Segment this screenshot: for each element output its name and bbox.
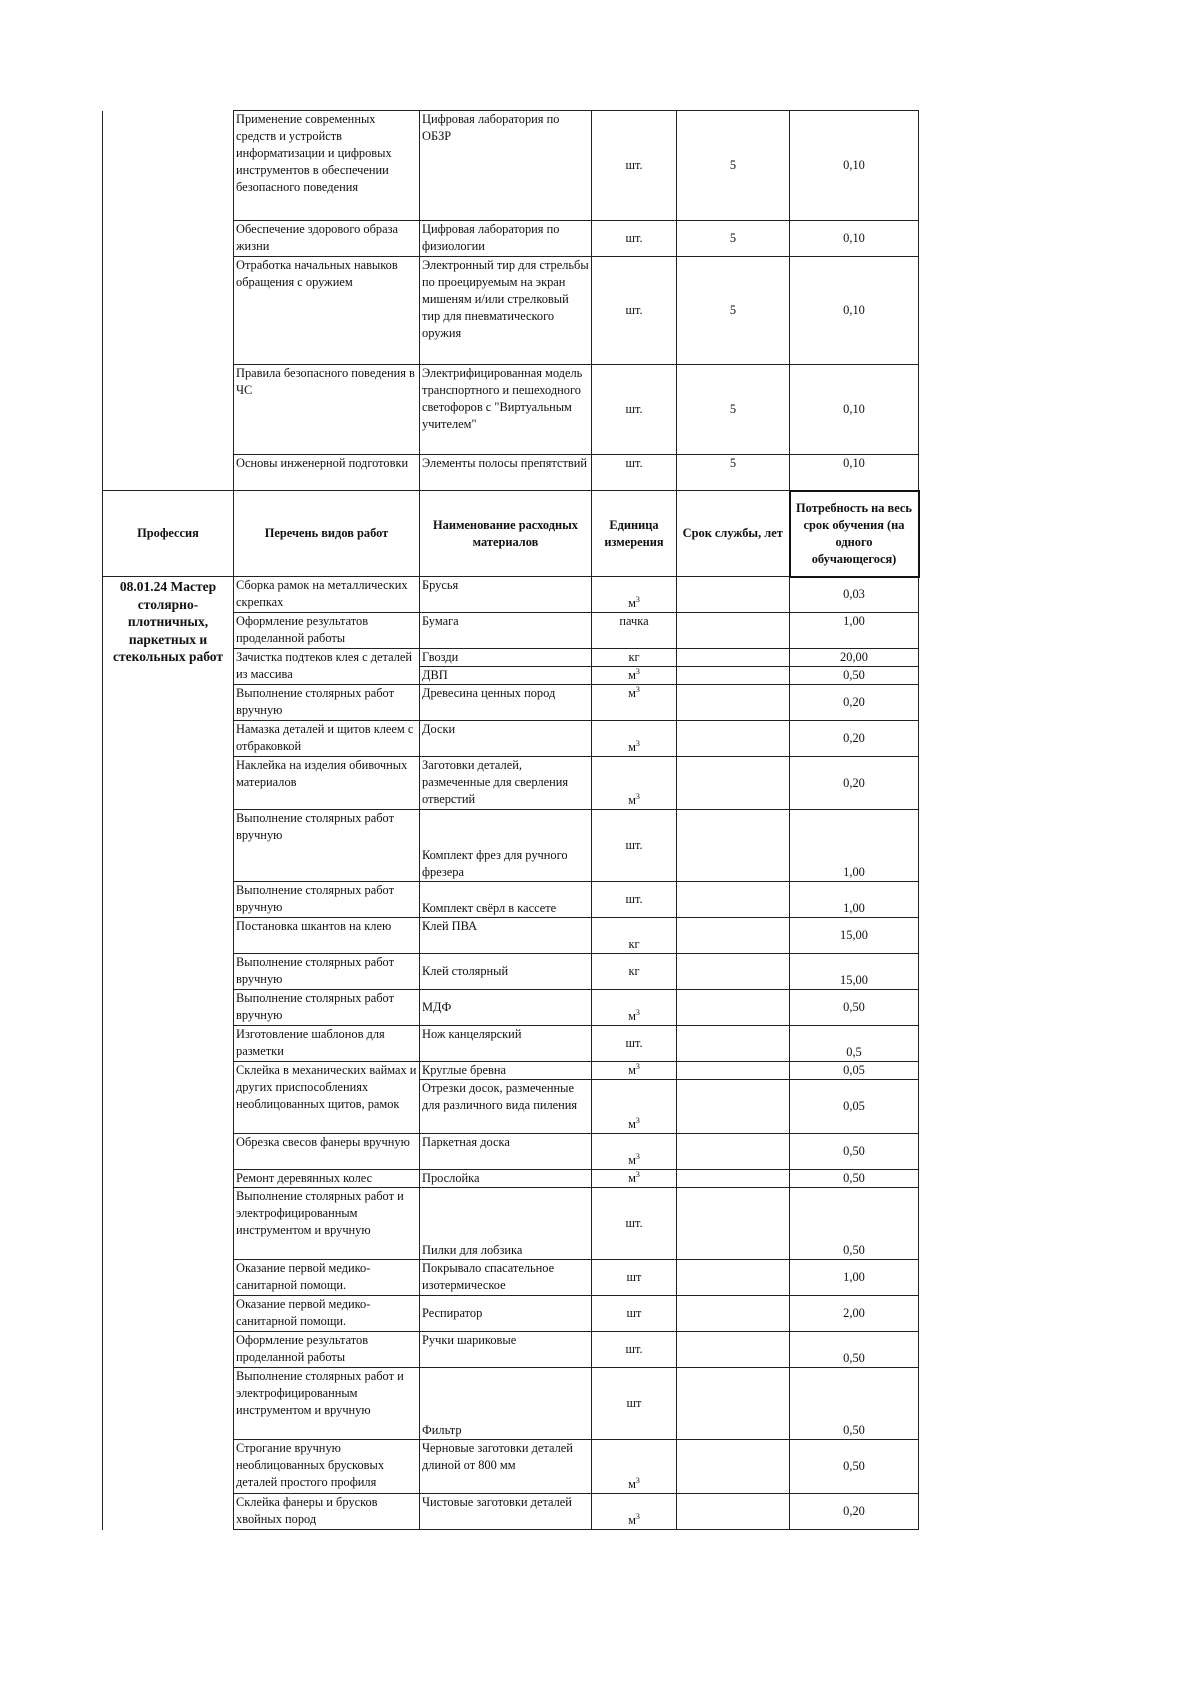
material-cell: Цифровая лаборатория по ОБЗР	[420, 111, 592, 221]
term-cell	[677, 1440, 790, 1494]
material-cell: Черновые заготовки деталей длиной от 800 мм	[420, 1440, 592, 1494]
unit-cell: шт	[592, 1368, 677, 1440]
unit-cell: шт.	[592, 810, 677, 882]
work-cell: Постановка шкантов на клею	[234, 918, 420, 954]
term-cell	[677, 649, 790, 667]
work-cell: Оказание первой медико-санитарной помощи.	[234, 1260, 420, 1296]
term-cell	[677, 1062, 790, 1080]
work-cell: Применение современных средств и устройств информатизации и цифровых инструментов в обеспечении безопасного поведения	[234, 111, 420, 221]
unit-cell: $м^3$	[592, 1440, 677, 1494]
material-cell: МДФ	[420, 990, 592, 1026]
material-cell: Фильтр	[420, 1368, 592, 1440]
need-cell: 0,50	[790, 667, 919, 685]
unit-cell: $м^3$	[592, 577, 677, 613]
term-cell	[677, 1296, 790, 1332]
need-cell: 0,50	[790, 1134, 919, 1170]
work-cell: Сборка рамок на металлических скрепках	[234, 577, 420, 613]
work-cell: Обеспечение здорового образа жизни	[234, 221, 420, 257]
need-cell: 0,05	[790, 1080, 919, 1134]
unit-cell: кг	[592, 649, 677, 667]
work-cell: Выполнение столярных работ вручную	[234, 882, 420, 918]
term-cell	[677, 577, 790, 613]
unit-cell: $м^3$	[592, 721, 677, 757]
term-cell	[677, 1026, 790, 1062]
header-unit: Единица измерения	[592, 491, 677, 577]
material-cell: Брусья	[420, 577, 592, 613]
work-cell: Ремонт деревянных колес	[234, 1170, 420, 1188]
work-cell: Правила безопасного поведения в ЧС	[234, 365, 420, 455]
unit-cell: шт.	[592, 257, 677, 365]
work-cell: Выполнение столярных работ и электрофицированным инструментом и вручную	[234, 1368, 420, 1440]
header-need: Потребность на весь срок обучения (на одного обучающегося)	[790, 491, 919, 577]
need-cell: 1,00	[790, 1260, 919, 1296]
material-cell: Бумага	[420, 613, 592, 649]
term-cell	[677, 721, 790, 757]
header-term: Срок службы, лет	[677, 491, 790, 577]
term-cell	[677, 918, 790, 954]
need-cell: 0,5	[790, 1026, 919, 1062]
unit-cell: шт.	[592, 882, 677, 918]
work-cell: Выполнение столярных работ вручную	[234, 810, 420, 882]
unit-cell: шт.	[592, 1188, 677, 1260]
material-cell: Электрифицированная модель транспортного и пешеходного светофоров с "Виртуальным учителем"	[420, 365, 592, 455]
unit-cell: шт.	[592, 455, 677, 491]
material-cell: Древесина ценных пород	[420, 685, 592, 721]
need-cell: 0,10	[790, 257, 919, 365]
unit-cell: $м^3$	[592, 1062, 677, 1080]
need-cell: 20,00	[790, 649, 919, 667]
term-cell: 5	[677, 111, 790, 221]
term-cell	[677, 1134, 790, 1170]
material-cell: Паркетная доска	[420, 1134, 592, 1170]
unit-cell: шт	[592, 1296, 677, 1332]
materials-table	[102, 110, 920, 1530]
work-cell: Склейка в механических ваймах и других приспособлениях необлицованных щитов, рамок	[234, 1062, 420, 1134]
unit-cell: пачка	[592, 613, 677, 649]
material-cell: Прослойка	[420, 1170, 592, 1188]
term-cell	[677, 1260, 790, 1296]
work-cell: Основы инженерной подготовки	[234, 455, 420, 491]
work-cell: Обрезка свесов фанеры вручную	[234, 1134, 420, 1170]
unit-cell: шт.	[592, 1332, 677, 1368]
unit-cell: кг	[592, 918, 677, 954]
material-cell: Гвозди	[420, 649, 592, 667]
term-cell	[677, 882, 790, 918]
need-cell: 0,20	[790, 1494, 919, 1530]
table-row	[103, 111, 919, 221]
need-cell: 0,10	[790, 365, 919, 455]
term-cell	[677, 1332, 790, 1368]
work-cell: Оформление результатов проделанной работы	[234, 613, 420, 649]
material-cell: Круглые бревна	[420, 1062, 592, 1080]
material-cell: ДВП	[420, 667, 592, 685]
term-cell	[677, 757, 790, 810]
header-materials: Наименование расходных материалов	[420, 491, 592, 577]
need-cell: 0,50	[790, 1188, 919, 1260]
term-cell	[677, 1170, 790, 1188]
material-cell: Респиратор	[420, 1296, 592, 1332]
term-cell: 5	[677, 365, 790, 455]
term-cell	[677, 1494, 790, 1530]
term-cell	[677, 990, 790, 1026]
work-cell: Наклейка на изделия обивочных материалов	[234, 757, 420, 810]
unit-cell: $м^3$	[592, 990, 677, 1026]
need-cell: 15,00	[790, 918, 919, 954]
unit-cell: $м^3$	[592, 685, 677, 721]
work-cell: Зачистка подтеков клея с деталей из массива	[234, 649, 420, 685]
term-cell: 5	[677, 257, 790, 365]
material-cell: Цифровая лаборатория по физиологии	[420, 221, 592, 257]
need-cell: 0,03	[790, 577, 919, 613]
material-cell: Комплект фрез для ручного фрезера	[420, 810, 592, 882]
work-cell: Выполнение столярных работ вручную	[234, 990, 420, 1026]
need-cell: 0,10	[790, 455, 919, 491]
need-cell: 1,00	[790, 613, 919, 649]
term-cell	[677, 810, 790, 882]
unit-cell: $м^3$	[592, 757, 677, 810]
need-cell: 0,20	[790, 685, 919, 721]
unit-cell: шт.	[592, 1026, 677, 1062]
term-cell	[677, 613, 790, 649]
table-row	[103, 577, 919, 613]
material-cell: Чистовые заготовки деталей	[420, 1494, 592, 1530]
term-cell	[677, 1368, 790, 1440]
material-cell: Комплект свёрл в кассете	[420, 882, 592, 918]
work-cell: Строгание вручную необлицованных брусковых деталей простого профиля	[234, 1440, 420, 1494]
material-cell: Нож канцелярский	[420, 1026, 592, 1062]
need-cell: 0,50	[790, 990, 919, 1026]
profession-name: 08.01.24 Мастер столярно-плотничных, паркетных и стекольных работ	[113, 579, 223, 664]
need-cell: 0,50	[790, 1368, 919, 1440]
need-cell: 1,00	[790, 810, 919, 882]
need-cell: 0,20	[790, 757, 919, 810]
need-cell: 1,00	[790, 882, 919, 918]
header-works: Перечень видов работ	[234, 491, 420, 577]
need-cell: 15,00	[790, 954, 919, 990]
term-cell	[677, 954, 790, 990]
term-cell	[677, 1188, 790, 1260]
need-cell: 0,05	[790, 1062, 919, 1080]
need-cell: 0,50	[790, 1440, 919, 1494]
material-cell: Пилки для лобзика	[420, 1188, 592, 1260]
term-cell: 5	[677, 221, 790, 257]
material-cell: Клей ПВА	[420, 918, 592, 954]
need-cell: 0,20	[790, 721, 919, 757]
unit-cell: шт.	[592, 221, 677, 257]
need-cell: 0,10	[790, 221, 919, 257]
term-cell: 5	[677, 455, 790, 491]
unit-cell: шт.	[592, 111, 677, 221]
unit-cell: $м^3$	[592, 1080, 677, 1134]
material-cell: Покрывало спасательное изотермическое	[420, 1260, 592, 1296]
term-cell	[677, 685, 790, 721]
work-cell: Изготовление шаблонов для разметки	[234, 1026, 420, 1062]
need-cell: 0,10	[790, 111, 919, 221]
work-cell: Склейка фанеры и брусков хвойных пород	[234, 1494, 420, 1530]
work-cell: Намазка деталей и щитов клеем с отбраковкой	[234, 721, 420, 757]
need-cell: 2,00	[790, 1296, 919, 1332]
material-cell: Отрезки досок, размеченные для различного вида пиления	[420, 1080, 592, 1134]
work-cell: Отработка начальных навыков обращения с оружием	[234, 257, 420, 365]
need-cell: 0,50	[790, 1332, 919, 1368]
table-header-row	[103, 491, 919, 577]
material-cell: Электронный тир для стрельбы по проецируемым на экран мишеням и/или стрелковый тир для пневматического оружия	[420, 257, 592, 365]
work-cell: Оформление результатов проделанной работы	[234, 1332, 420, 1368]
term-cell	[677, 667, 790, 685]
term-cell	[677, 1080, 790, 1134]
material-cell: Элементы полосы препятствий	[420, 455, 592, 491]
unit-cell: шт	[592, 1260, 677, 1296]
need-cell: 0,50	[790, 1170, 919, 1188]
material-cell: Ручки шариковые	[420, 1332, 592, 1368]
unit-cell: $м^3$	[592, 1170, 677, 1188]
work-cell: Выполнение столярных работ вручную	[234, 685, 420, 721]
profession-cell	[103, 577, 234, 1530]
header-profession: Профессия	[103, 491, 234, 577]
work-cell: Выполнение столярных работ вручную	[234, 954, 420, 990]
unit-cell: $м^3$	[592, 667, 677, 685]
material-cell: Клей столярный	[420, 954, 592, 990]
work-cell: Выполнение столярных работ и электрофицированным инструментом и вручную	[234, 1188, 420, 1260]
unit-cell: шт.	[592, 365, 677, 455]
material-cell: Доски	[420, 721, 592, 757]
unit-cell: кг	[592, 954, 677, 990]
material-cell: Заготовки деталей, размеченные для сверления отверстий	[420, 757, 592, 810]
unit-cell: $м^3$	[592, 1494, 677, 1530]
profession-cell-empty	[103, 111, 234, 491]
unit-cell: $м^3$	[592, 1134, 677, 1170]
work-cell: Оказание первой медико-санитарной помощи.	[234, 1296, 420, 1332]
